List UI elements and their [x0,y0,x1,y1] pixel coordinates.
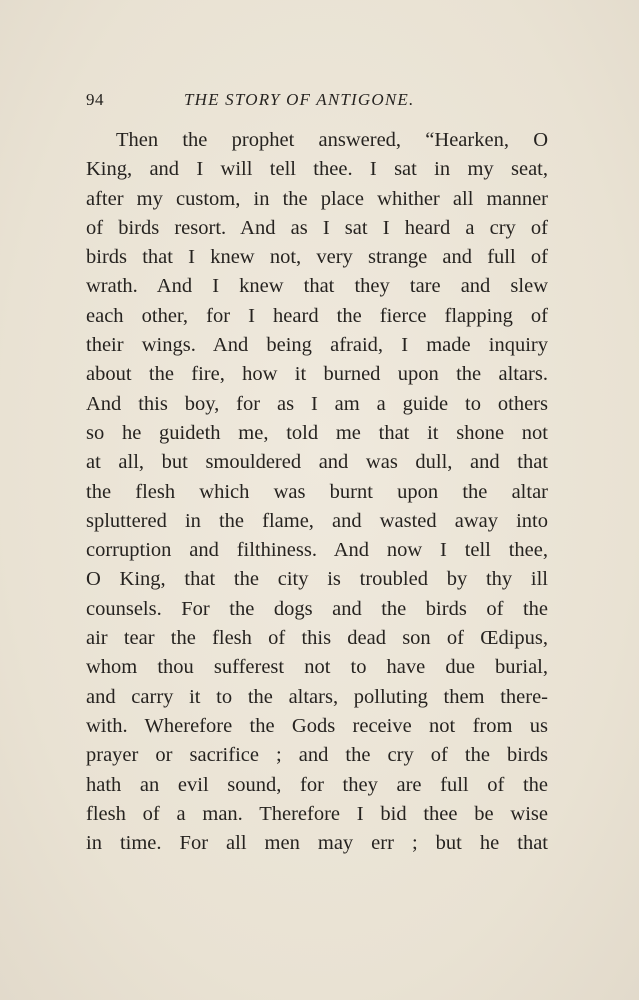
text-line: whom thou sufferest not to have due burial, [86,656,548,679]
text-line: Then the prophet answered, “Hearken, O [116,129,548,151]
text-line: at all, but smouldered and was dull, and that [86,451,548,474]
running-title: THE STORY OF ANTIGONE. [184,90,415,109]
text-line: flesh of a man. Therefore I bid thee be wise [86,802,548,825]
text-line: corruption and filthiness. And now I tell thee, [86,539,548,562]
text-line: of birds resort. And as I sat I heard a cry of [86,216,548,239]
text-line: And this boy, for as I am a guide to others [86,392,548,415]
body-text [86,126,548,858]
text-line: so he guideth me, told me that it shone not [86,421,548,444]
text-line: birds that I knew not, very strange and full of [86,246,548,269]
text-line: their wings. And being afraid, I made inquiry [86,334,548,357]
text-line: hath an evil sound, for they are full of the [86,773,548,796]
text-line: each other, for I heard the fierce flapping of [86,304,548,327]
text-line: wrath. And I knew that they tare and slew [86,275,548,298]
text-line: the flesh which was burnt upon the altar [86,480,548,503]
text-line: spluttered in the flame, and wasted away into [86,509,548,532]
text-line: and carry it to the altars, polluting them there- [86,685,548,708]
text-line: in time. For all men may err ; but he that [86,832,548,855]
text-line: counsels. For the dogs and the birds of the [86,597,548,620]
text-line: after my custom, in the place whither all manner [86,187,548,210]
text-line: King, and I will tell thee. I sat in my seat, [86,158,548,181]
page-number: 94 [86,90,104,109]
text-line: O King, that the city is troubled by thy ill [86,568,548,591]
text-line: about the fire, how it burned upon the altars. [86,363,548,386]
page-header [86,90,548,114]
text-line: air tear the flesh of this dead son of Œdipus, [86,627,548,650]
text-line: prayer or sacrifice ; and the cry of the birds [86,744,548,767]
text-line: with. Wherefore the Gods receive not from us [86,714,548,737]
